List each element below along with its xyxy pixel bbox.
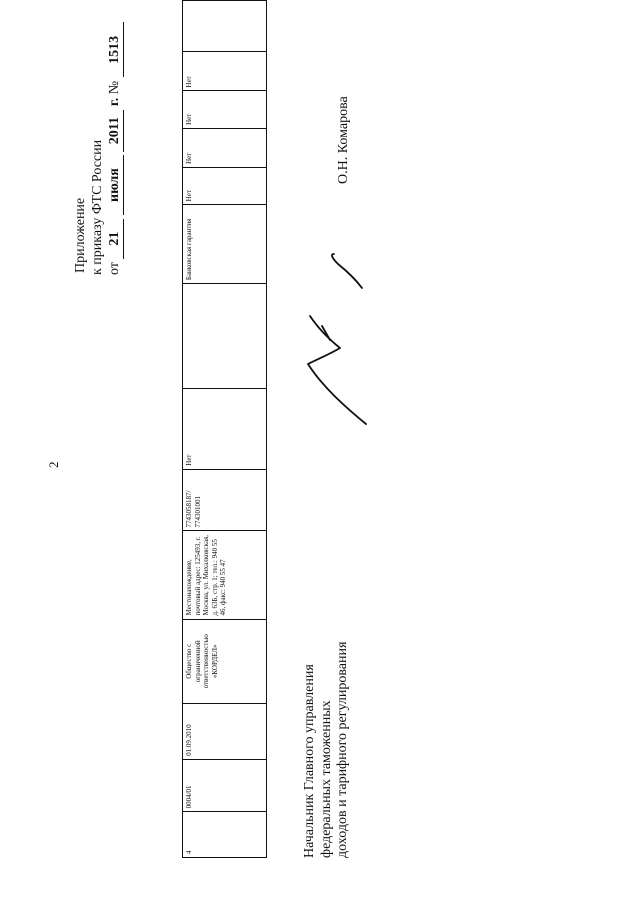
cell-guarantee-type: Банковская гарантия xyxy=(183,205,267,284)
header-order-reference: к приказу ФТС России xyxy=(90,139,105,275)
cell-inn-kpp: 7743058187/ 774301001 xyxy=(183,469,267,531)
header-date-line xyxy=(106,22,124,275)
date-year: 2011 xyxy=(106,110,124,152)
page-number: 2 xyxy=(46,461,61,468)
order-number: 1513 xyxy=(106,22,124,77)
number-prefix: № xyxy=(107,80,122,95)
date-day: 21 xyxy=(106,219,124,259)
cell-col-7: Нет xyxy=(183,388,267,469)
date-prefix: от xyxy=(107,262,122,275)
date-month: июля xyxy=(106,155,124,215)
handwritten-signature xyxy=(300,230,370,430)
cell-registration-number: 0004/01 xyxy=(183,759,267,812)
date-year-suffix: г. xyxy=(107,97,122,107)
cell-col-14 xyxy=(183,1,267,52)
order-header xyxy=(72,22,124,275)
cell-date: 01.09.2010 xyxy=(183,703,267,759)
signatory-name: О.Н. Комарова xyxy=(336,96,351,184)
signatory-line-2: федеральных таможенных xyxy=(318,700,334,858)
cell-address: Местонахождение, почтовый адрес: 125493, г. Москва, ул. Михалковская, д. 63Б, стр. 1; тел.: 940 55 46, факс: 940 55 47 xyxy=(183,531,267,619)
cell-col-12: Нет xyxy=(183,91,267,128)
signatory-line-1: Начальник Главного управления xyxy=(302,664,317,858)
signatory-position xyxy=(302,642,352,858)
signatory-line-3: доходов и тарифного регулирования xyxy=(335,641,350,858)
cell-col-13: Нет xyxy=(183,52,267,91)
header-title: Приложение xyxy=(73,197,88,273)
table-row xyxy=(183,1,267,858)
cell-row-number: 4 xyxy=(183,812,267,858)
cell-col-8 xyxy=(183,284,267,389)
cell-col-10: Нет xyxy=(183,167,267,204)
cell-col-11: Нет xyxy=(183,128,267,167)
registry-table xyxy=(182,0,267,858)
cell-organization-name: Общество с ограниченной ответственностью «КОРДЕЛ» xyxy=(183,619,267,703)
